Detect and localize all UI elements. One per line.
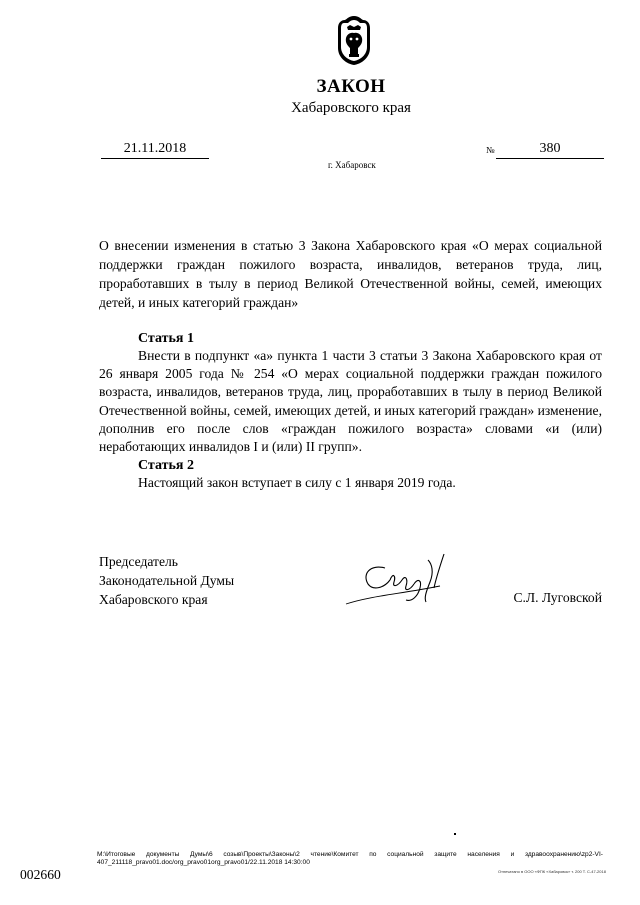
article-2-text: Настоящий закон вступает в силу с 1 января 2019 года. <box>138 475 456 490</box>
signer-position-line: Хабаровского края <box>99 592 208 607</box>
document-subtitle: Хабаровского края <box>291 100 411 116</box>
document-date: 21.11.2018 <box>101 141 209 159</box>
document-city: г. Хабаровск <box>328 160 376 170</box>
scan-dot <box>454 833 456 835</box>
file-path-footer: М:\Итоговые документы Думы\6 созыв\Проекты\Законы\2 чтение\Комитет по социальной защите населения и здравоохранению\zp2-VI-407_211118_pravo01.doc/org_pravo01org_pravo01/22.11.2018 14:30:00 <box>97 851 603 866</box>
handwritten-signature <box>340 550 470 612</box>
print-stamp: Отпечатано в ООО «ФПК «Хабаровск» т. 200 Т. С-47-2018 <box>498 869 606 874</box>
document-number: 380 <box>496 141 604 159</box>
signer-position <box>99 552 234 609</box>
number-sign: № <box>486 145 495 155</box>
article-1-heading: Статья 1 <box>138 331 194 346</box>
signer-position-line: Законодательной Думы <box>99 573 235 588</box>
law-subject: О внесении изменения в статью 3 Закона Хабаровского края «О мерах социальной поддержки граждан пожилого возраста, инвалидов, ветеранов труда, лиц, проработавших в тылу в период Великой Отечественной войны, семей, имеющих детей, и иных категорий граждан» <box>99 238 602 310</box>
document-title: ЗАКОН <box>316 76 386 97</box>
signer-name: С.Л. Луговской <box>513 590 602 605</box>
coat-of-arms-emblem <box>333 14 375 66</box>
signer-position-line: Председатель <box>99 554 178 569</box>
document-serial-number: 002660 <box>20 867 61 882</box>
article-2-heading: Статья 2 <box>138 458 194 473</box>
article-1-text: Внести в подпункт «а» пункта 1 части 3 статьи 3 Закона Хабаровского края от 26 января 2005 года № 254 «О мерах социальной поддержки граждан пожилого возраста, инвалидов, ветеранов труда, лиц, проработавших в тылу в период Великой Отечественной войны, семей, имеющих детей, и иных категорий граждан» изменение, дополнив его после слов «граждан пожилого возраста» словами «и (или) неработающих инвалидов I и (или) II групп». <box>99 348 602 455</box>
